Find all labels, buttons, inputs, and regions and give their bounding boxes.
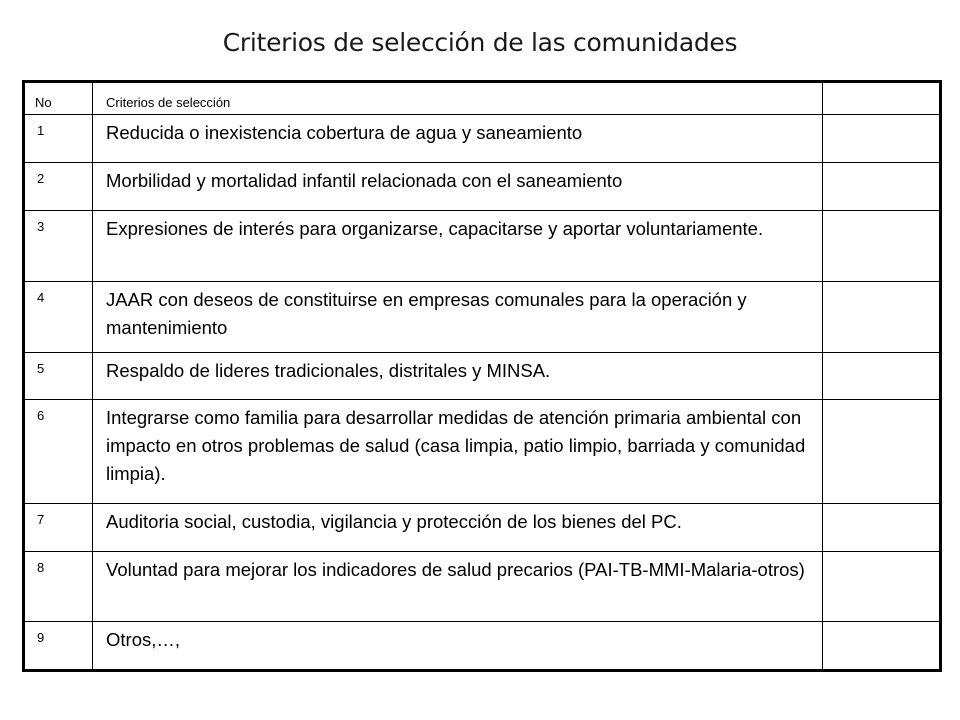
table-row: [24, 163, 941, 211]
row-criterion: Reducida o inexistencia cobertura de agua y saneamiento: [93, 115, 823, 163]
page-title: Criterios de selección de las comunidades: [222, 28, 738, 57]
row-criterion: Respaldo de lideres tradicionales, distritales y MINSA.: [93, 353, 823, 400]
row-number: 8: [24, 552, 93, 622]
row-extra: [823, 115, 941, 163]
table-row: [24, 400, 941, 504]
row-criterion: JAAR con deseos de constituirse en empresas comunales para la operación y mantenimiento: [93, 282, 823, 353]
row-extra: [823, 211, 941, 282]
header-no: No: [24, 82, 93, 115]
table-row: [24, 115, 941, 163]
table-row: [24, 552, 941, 622]
row-criterion: Otros,…,: [93, 622, 823, 671]
row-criterion: Auditoria social, custodia, vigilancia y protección de los bienes del PC.: [93, 504, 823, 552]
row-extra: [823, 400, 941, 504]
row-number: 9: [24, 622, 93, 671]
row-criterion: Expresiones de interés para organizarse, capacitarse y aportar voluntariamente.: [93, 211, 823, 282]
row-extra: [823, 552, 941, 622]
row-number: 1: [24, 115, 93, 163]
table-header-row: [24, 82, 941, 115]
row-extra: [823, 282, 941, 353]
row-criterion: Integrarse como familia para desarrollar medidas de atención primaria ambiental con impacto en otros problemas de salud (casa limpia, patio limpio, barriada y comunidad limpia).: [93, 400, 823, 504]
header-criteria: Criterios de selección: [93, 82, 823, 115]
table-row: [24, 622, 941, 671]
table-row: [24, 282, 941, 353]
row-number: 3: [24, 211, 93, 282]
row-number: 4: [24, 282, 93, 353]
row-extra: [823, 163, 941, 211]
row-number: 5: [24, 353, 93, 400]
row-number: 7: [24, 504, 93, 552]
row-extra: [823, 353, 941, 400]
criteria-table: [22, 80, 942, 672]
row-extra: [823, 622, 941, 671]
table-row: [24, 504, 941, 552]
row-criterion: Voluntad para mejorar los indicadores de salud precarios (PAI-TB-MMI-Malaria-otros): [93, 552, 823, 622]
row-number: 6: [24, 400, 93, 504]
table-row: [24, 211, 941, 282]
header-extra: [823, 82, 941, 115]
table-row: [24, 353, 941, 400]
row-criterion: Morbilidad y mortalidad infantil relacionada con el saneamiento: [93, 163, 823, 211]
row-number: 2: [24, 163, 93, 211]
row-extra: [823, 504, 941, 552]
